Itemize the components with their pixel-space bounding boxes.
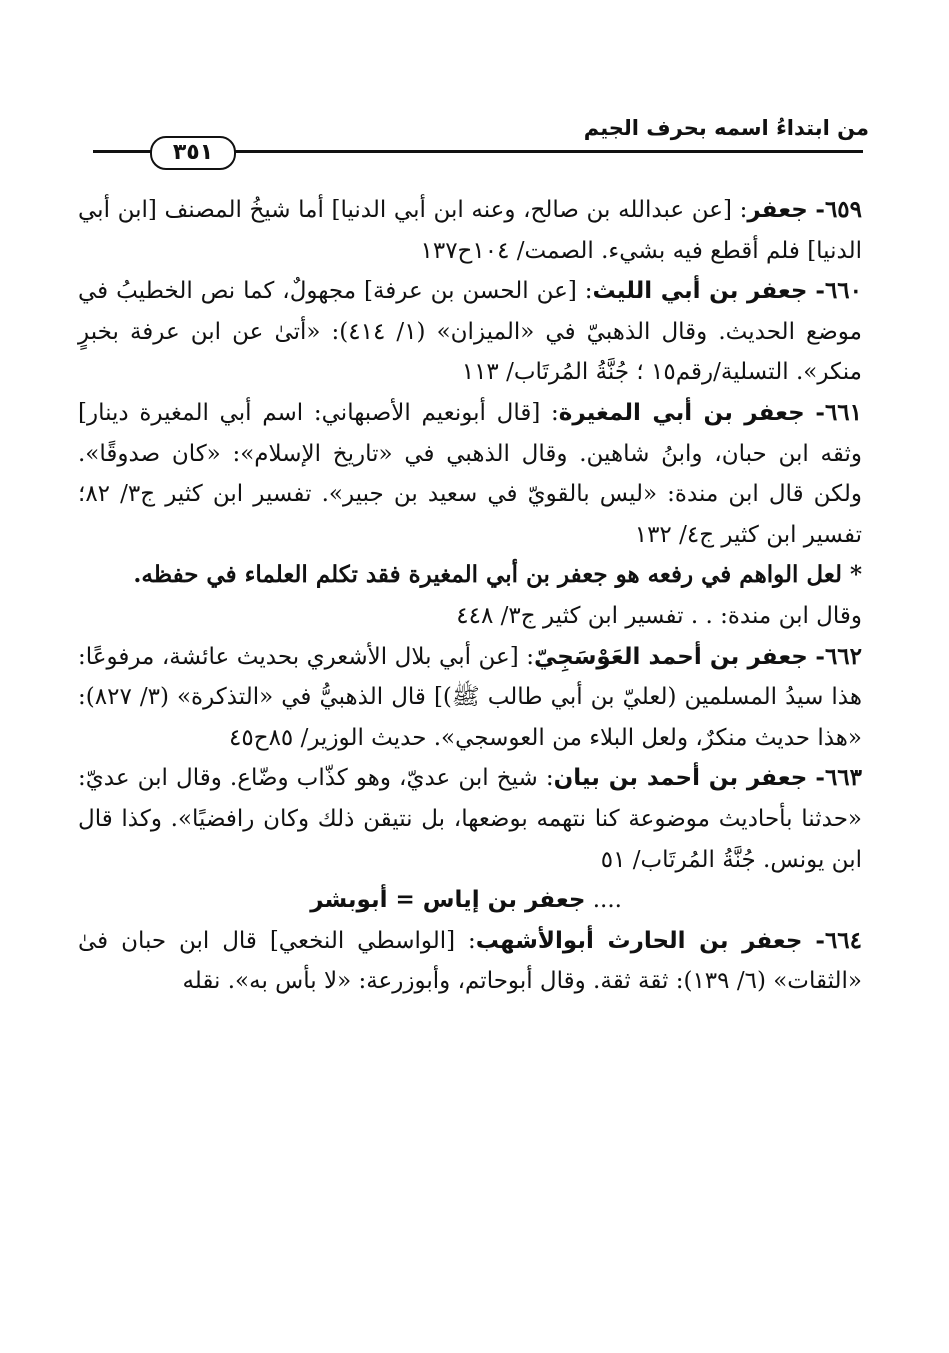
entry-text: : شيخ ابن عديّ، وهو كذّاب وضّاع. وقال ابن عديّ: «حدثنا بأحاديث موضوعة كنا نتهمه بوضعها، بل نتيقن ذلك وكان رافضيًا». وكذا قال ابن يونس. جُنَّةُ المُرتَاب/ ٥١ xyxy=(78,765,862,873)
entry-text: : [قال أبونعيم الأصبهاني: اسم أبي المغيرة دينار] وثقه ابن حبان، وابنُ شاهين. وقال الذهبي في «تاريخ الإسلام»: «كان صدوقًا». ولكن قال ابن مندة: «ليس بالقويّ في سعيد بن جبير». تفسير ابن كثير ج٣/ ٨٢؛ تفسير ابن كثير ج٤/ ١٣٢ xyxy=(78,399,862,548)
entry-text: : [عن عبدالله بن صالح، وعنه ابن أبي الدنيا] أما شيخُ المصنف [ابن أبي الدنيا] فلم أقطع فيه بشيء. الصمت/ ١٠٤ح١٣٧ xyxy=(78,197,862,264)
footnote xyxy=(78,555,862,596)
entry-664 xyxy=(78,921,862,1002)
entry-number: ٦٦٢- xyxy=(815,642,863,670)
entry-662 xyxy=(78,637,862,759)
entry-660 xyxy=(78,271,862,393)
entry-text: : [الواسطي النخعي] قال ابن حبان فىٰ «الثقات» (٦/ ١٣٩): ثقة ثقة. وقال أبوحاتم، وأبوزرعة: «لا بأس به». نقله xyxy=(78,927,862,995)
entry-text: : [عن أبي بلال الأشعري بحديث عائشة، مرفوعًا: هذا سيدُ المسلمين (لعليّ بن أبي طالب ﷺ)] قال الذهبيُّ في «التذكرة» (٣/ ٨٢٧): «هذا حديث منكرٌ، ولعل البلاء من العوسجي». حديث الوزير/ ٨٥ح٤٥ xyxy=(78,643,863,751)
entry-name: جعفر بن أبي الليث xyxy=(592,278,808,305)
cross-reference xyxy=(78,880,862,921)
entry-name: جعفر xyxy=(747,197,808,223)
entry-number: ٦٥٩- xyxy=(815,196,862,223)
entry-663 xyxy=(78,758,862,880)
note-tail xyxy=(78,596,862,637)
entry-659 xyxy=(78,190,862,271)
entry-name: جعفر بن الحارث أبوالأشهب xyxy=(475,927,803,954)
note-mark: * xyxy=(849,561,862,589)
running-header-title: من ابتداءُ اسمه بحرف الجيم xyxy=(583,116,869,140)
entry-number: ٦٦٣- xyxy=(815,764,862,792)
entry-number: ٦٦٤- xyxy=(815,926,863,954)
entry-661 xyxy=(78,393,862,555)
entry-number: ٦٦٠- xyxy=(815,277,862,305)
note-tail-text: وقال ابن مندة: . . تفسير ابن كثير ج٣/ ٤٤٨ xyxy=(456,602,862,629)
entry-name: جعفر بن أبي المغيرة xyxy=(558,399,805,426)
note-text: لعل الواهم في رفعه هو جعفر بن أبي المغيرة فقد تكلم العلماء في حفظه. xyxy=(133,561,842,589)
cross-dots: .... xyxy=(592,887,622,914)
page-number: ٣٥١ xyxy=(150,136,236,170)
entry-name: جعفر بن أحمد العَوْسَجِيّ xyxy=(533,643,808,670)
entry-name: جعفر بن أحمد بن بيان xyxy=(553,765,808,792)
page-body xyxy=(78,190,862,1002)
cross-text: جعفر بن إياس = أبوبشر xyxy=(310,887,586,914)
entry-text: : [عن الحسن بن عرفة] مجهولٌ، كما نص الخطيبُ في موضع الحديث. وقال الذهبيّ في «الميزان» (١/ ٤١٤): «أتىٰ عن ابن عرفة بخبرٍ منكر». التسلية/رقم١٥ ؛ جُنَّةُ المُرتَاب/ ١١٣ xyxy=(78,278,863,386)
entry-number: ٦٦١- xyxy=(815,398,862,426)
